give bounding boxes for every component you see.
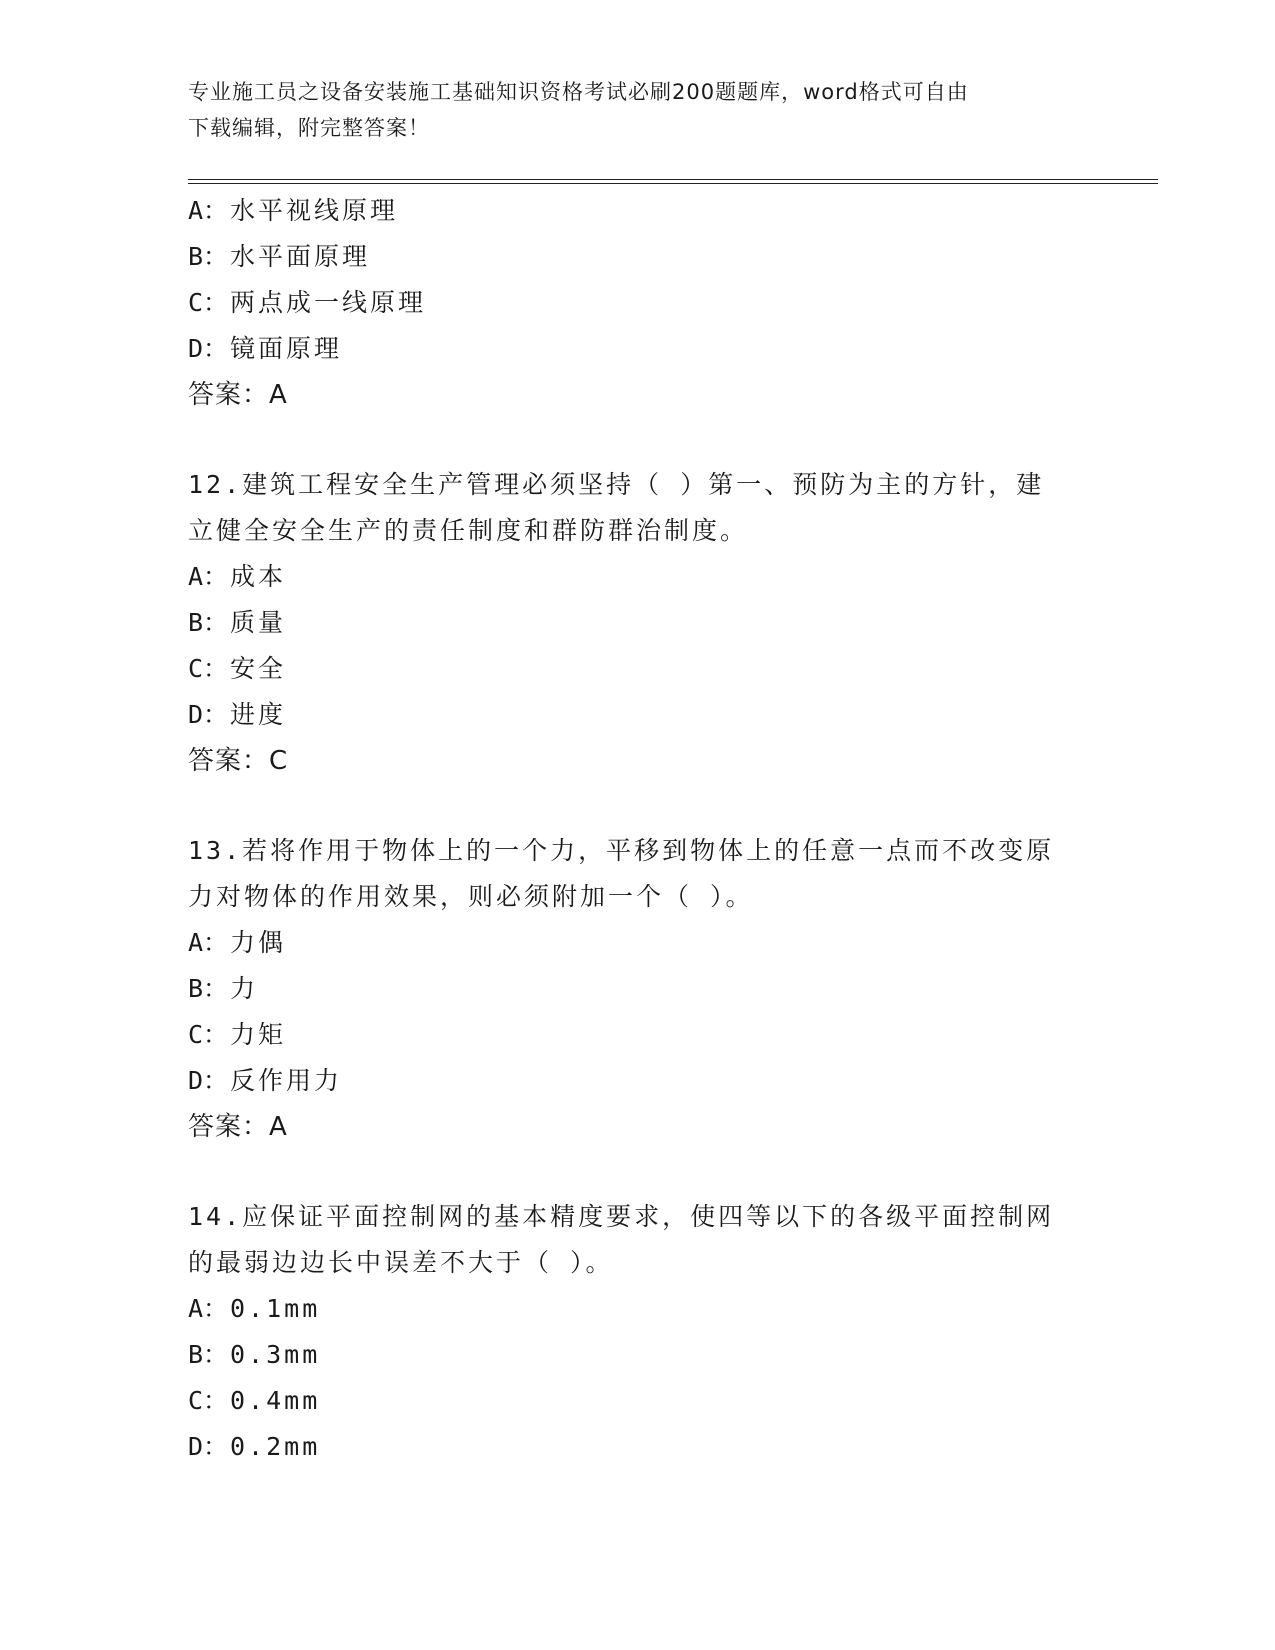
option-text: 两点成一线原理 (230, 288, 427, 317)
option-text: 力 (230, 974, 259, 1003)
stem-line-1: 13.若将作用于物体上的一个力，平移到物体上的任意一点而不改变原 (188, 836, 1055, 865)
option-text: 进度 (230, 700, 287, 729)
option-key: A： (188, 1294, 229, 1323)
stem-line-1: 12.建筑工程安全生产管理必须坚持（ ）第一、预防为主的方针，建 (188, 470, 1045, 499)
option-text: 质量 (230, 608, 287, 637)
option-key: D： (188, 334, 229, 363)
option-key: C： (188, 1386, 229, 1415)
stem-line-2: 力对物体的作用效果，则必须附加一个（ ）。 (188, 882, 754, 911)
question-14 (188, 1194, 1108, 1470)
option-text: 力偶 (230, 928, 287, 957)
answer-line: 答案：A (188, 1112, 288, 1142)
spacer (188, 784, 1108, 828)
option-key: C： (188, 288, 229, 317)
spacer (188, 1150, 1108, 1194)
option-b (188, 234, 1108, 280)
option-key: B： (188, 608, 229, 637)
answer-line: 答案：A (188, 380, 288, 410)
spacer (188, 418, 1108, 462)
option-text: 反作用力 (230, 1066, 343, 1095)
option-text: 水平面原理 (230, 242, 371, 271)
question-stem (188, 828, 1108, 920)
header-line-1: 专业施工员之设备安装施工基础知识资格考试必刷200题题库，word格式可自由 (188, 80, 969, 104)
header-line-2: 下载编辑，附完整答案！ (188, 116, 430, 140)
option-key: D： (188, 1066, 229, 1095)
question-stem (188, 462, 1108, 554)
option-text: 力矩 (230, 1020, 287, 1049)
stem-line-1: 14.应保证平面控制网的基本精度要求，使四等以下的各级平面控制网 (188, 1202, 1055, 1231)
option-a (188, 1286, 1108, 1332)
answer-line: 答案：C (188, 746, 289, 776)
option-a (188, 554, 1108, 600)
option-text: 0.4mm (230, 1386, 321, 1415)
option-c (188, 646, 1108, 692)
document-header (188, 74, 1068, 146)
option-key: A： (188, 562, 229, 591)
option-text: 0.1mm (230, 1294, 321, 1323)
stem-line-2: 立健全安全生产的责任制度和群防群治制度。 (188, 516, 749, 545)
option-key: A： (188, 928, 229, 957)
option-text: 水平视线原理 (230, 196, 399, 225)
option-key: D： (188, 1432, 229, 1461)
option-d (188, 692, 1108, 738)
option-text: 安全 (230, 654, 287, 683)
stem-line-2: 的最弱边边长中误差不大于（ ）。 (188, 1248, 614, 1277)
option-key: C： (188, 654, 229, 683)
option-a (188, 188, 1108, 234)
option-text: 镜面原理 (230, 334, 343, 363)
question-12 (188, 462, 1108, 784)
option-b (188, 1332, 1108, 1378)
option-key: A： (188, 196, 229, 225)
header-divider-bottom (188, 183, 1158, 184)
option-c (188, 280, 1108, 326)
option-text: 0.2mm (230, 1432, 321, 1461)
option-c (188, 1378, 1108, 1424)
header-divider-top (188, 179, 1158, 180)
question-stem (188, 1194, 1108, 1286)
option-d (188, 326, 1108, 372)
option-key: B： (188, 242, 229, 271)
option-text: 0.3mm (230, 1340, 321, 1369)
option-b (188, 966, 1108, 1012)
option-b (188, 600, 1108, 646)
question-content (188, 188, 1108, 1470)
option-c (188, 1012, 1108, 1058)
question-11 (188, 188, 1108, 418)
option-key: C： (188, 1020, 229, 1049)
question-13 (188, 828, 1108, 1150)
option-a (188, 920, 1108, 966)
option-text: 成本 (230, 562, 287, 591)
option-d (188, 1058, 1108, 1104)
option-d (188, 1424, 1108, 1470)
option-key: B： (188, 1340, 229, 1369)
option-key: D： (188, 700, 229, 729)
option-key: B： (188, 974, 229, 1003)
